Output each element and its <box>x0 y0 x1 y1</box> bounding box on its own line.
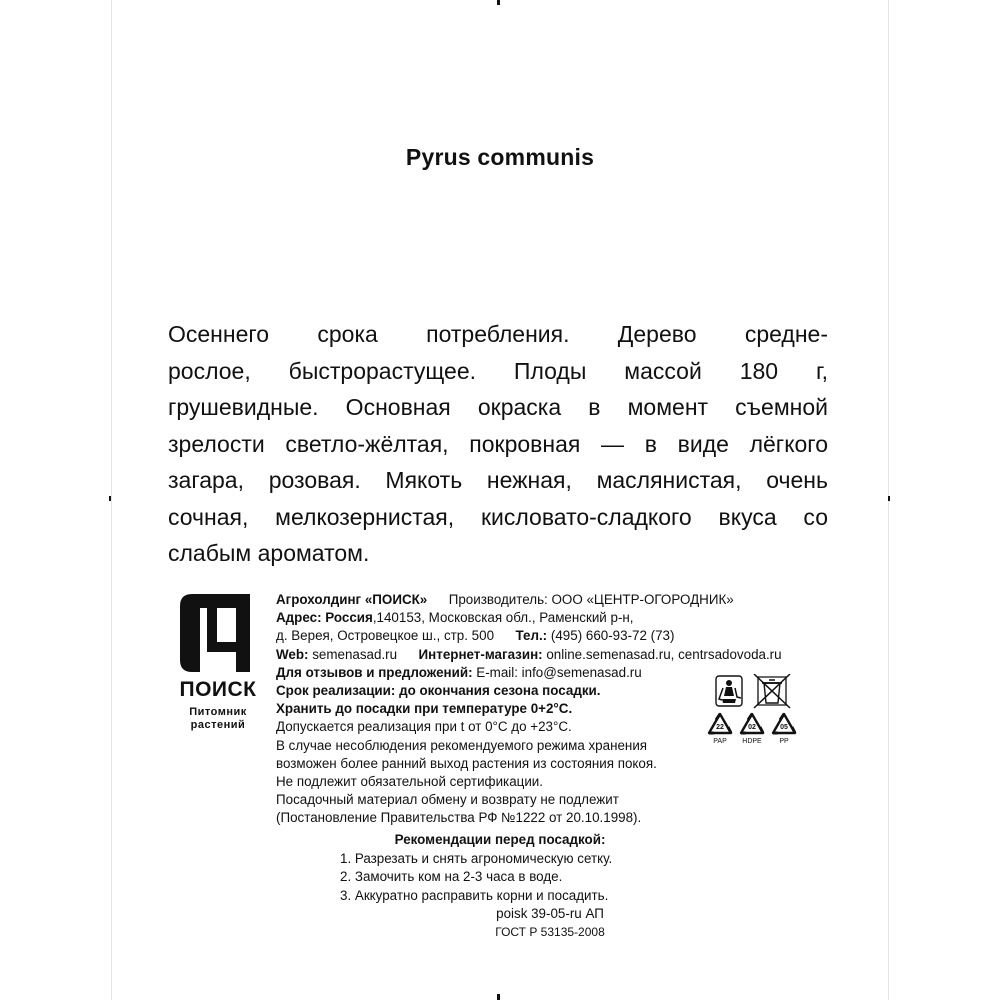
gost-standard: ГОСТ Р 53135-2008 <box>495 924 605 939</box>
recycle-label: HDPE <box>742 738 762 745</box>
allowed-temperature: Допускается реализация при t от 0°C до +23°C. <box>276 719 572 735</box>
recommendation-item: 3. Аккуратно расправить корни и посадить. <box>340 887 609 903</box>
storage-temperature: Хранить до посадки при температуре 0+2°C. <box>276 701 573 717</box>
description-line: Осеннего срока потребления. Дерево средне- <box>168 321 828 347</box>
recycle-code: 02 <box>748 724 756 731</box>
logo-tagline-line: Питомник <box>189 706 247 718</box>
left-crop-mark <box>109 496 111 501</box>
recycle-pp-icon <box>773 714 795 745</box>
description-line: грушевидные. Основная окраска в момент съемной <box>168 394 828 420</box>
return-policy: Посадочный материал обмену и возврату не подлежит <box>276 792 619 808</box>
address-country: Россия <box>325 610 373 626</box>
web-label: Web: <box>276 646 309 662</box>
top-crop-mark <box>497 0 500 5</box>
description-line: зрелости светло-жёлтая, покровная — в виде лёгкого <box>168 430 828 457</box>
description-line: рослое, быстрорастущее. Плоды массой 180 г, <box>168 357 828 384</box>
recycle-code: 05 <box>780 724 788 731</box>
feedback-email[interactable]: E-mail: info@semenasad.ru <box>476 664 642 680</box>
variety-description <box>168 316 828 572</box>
product-code: poisk 39-05-ru АП <box>496 906 604 921</box>
logo-tagline <box>168 706 268 732</box>
recycle-label: PAP <box>713 738 727 745</box>
description-line: слабым ароматом. <box>168 540 370 566</box>
crossed-bin-icon <box>754 674 790 708</box>
recycle-hdpe-icon <box>741 714 763 745</box>
return-policy: (Постановление Правительства РФ №1222 от 20.10.1998). <box>276 810 642 826</box>
planting-recommendations <box>276 831 736 940</box>
manufacturer: Производитель: ООО «ЦЕНТР-ОГОРОДНИК» <box>448 592 734 607</box>
storage-warning: В случае несоблюдения рекомендуемого режима хранения <box>276 737 648 753</box>
recommendations-title: Рекомендации перед посадкой: <box>394 832 606 847</box>
shelf-life: Срок реализации: до окончания сезона посадки. <box>276 683 601 699</box>
recycle-code: 22 <box>716 724 724 731</box>
address-value: ,140153, Московская обл., Раменский р-н, <box>372 610 634 626</box>
tel-label: Тел.: <box>515 628 548 644</box>
bottom-crop-mark <box>497 994 500 1000</box>
description-line: загара, розовая. Мякоть нежная, маслянистая, очень <box>168 467 828 493</box>
feedback-label: Для отзывов и предложений: <box>276 664 473 680</box>
address-line <box>276 609 836 627</box>
recycling-symbols-graphic <box>706 674 806 754</box>
shop-label: Интернет-магазин: <box>418 646 543 662</box>
recycle-pap-icon <box>709 714 731 745</box>
recommendation-item: 1. Разрезать и снять агрономическую сетку. <box>340 850 613 866</box>
web-link[interactable]: semenasad.ru <box>312 646 398 662</box>
recycle-label: PP <box>779 738 789 745</box>
company-line <box>276 591 836 609</box>
certification-note: Не подлежит обязательной сертификации. <box>276 774 543 790</box>
tel-value: (495) 660-93-72 (73) <box>550 628 675 644</box>
poisk-logo-icon <box>176 590 258 676</box>
web-line <box>276 646 836 664</box>
right-crop-mark <box>888 496 890 501</box>
logo-wordmark: ПОИСК <box>179 678 257 701</box>
storage-warning: возможен более ранний выход растения из состояния покоя. <box>276 755 657 771</box>
bin-icon <box>716 676 742 706</box>
address-line-2 <box>276 627 836 645</box>
logo-tagline-line: растений <box>190 719 246 731</box>
latin-title: Pyrus communis <box>405 144 595 170</box>
recommendation-item: 2. Замочить ком на 2-3 часа в воде. <box>340 869 563 884</box>
company-name: Агрохолдинг «ПОИСК» <box>276 592 428 607</box>
recycling-symbols <box>706 674 806 754</box>
address-label: Адрес: <box>276 610 322 626</box>
shop-links[interactable]: online.semenasad.ru, centrsadovoda.ru <box>546 646 782 662</box>
address-street: д. Верея, Островецкое ш., стр. 500 <box>276 628 495 644</box>
description-line: сочная, мелкозернистая, кисловато-сладкого вкуса со <box>168 503 828 530</box>
